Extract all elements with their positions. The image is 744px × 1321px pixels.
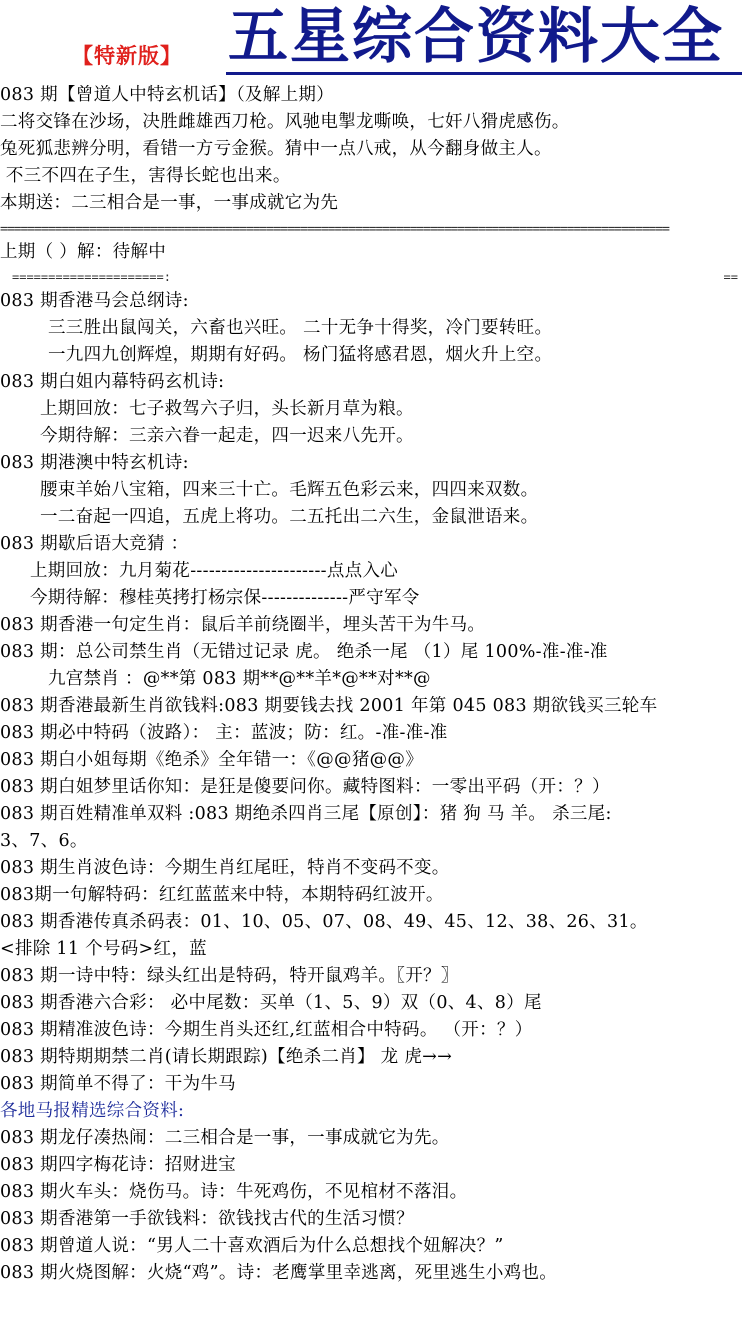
edition-badge: 【特新版】 <box>72 44 182 68</box>
text-line: 不三不四在子生，害得长蛇也出来。 <box>0 166 291 186</box>
title-underline <box>226 72 742 75</box>
text-line: 上期回放：七子救驾六子归，头长新月草为粮。 <box>40 399 414 419</box>
sections-list <box>0 288 744 1287</box>
text-line: 二将交锋在沙场，决胜雌雄西刀枪。风驰电掣龙嘶唤，七奸八猾虎感伤。 <box>0 112 570 132</box>
text-line: 今期待解：三亲六眷一起走，四一迟来八先开。 <box>40 426 414 446</box>
text-line: 一二奋起一四追，五虎上将功。二五托出二六生，金鼠泄语来。 <box>40 507 539 527</box>
separator-line: ================================================================================================== <box>0 223 670 237</box>
text-line: 083 期香港传真杀码表：01、10、05、07、08、49、45、12、38、26、31。 <box>0 912 648 932</box>
text-line: 083 期火车头：烧伤马。诗：牛死鸡伤，不见棺材不落泪。 <box>0 1182 468 1202</box>
text-line: 083 期四字梅花诗：招财进宝 <box>0 1155 236 1175</box>
separator-short <box>0 266 744 288</box>
page-header <box>0 0 744 80</box>
text-line: 083 期特期期禁二肖(请长期跟踪)【绝杀二肖】 龙 虎→→ <box>0 1047 453 1067</box>
text-line: 083 期香港一句定生肖：鼠后羊前绕圈半，埋头苦干为牛马。 <box>0 615 486 635</box>
text-line: 083 期火烧图解：火烧“鸡”。诗：老鹰掌里幸逃离，死里逃生小鸡也。 <box>0 1263 558 1283</box>
text-line: 083 期必中特码（波路）： 主：蓝波；防：红。-准-准-准 <box>0 723 448 743</box>
last-period-line: 上期（ ）解：待解中 <box>0 242 167 262</box>
text-line: 腰束羊始八宝箱，四来三十亡。毛辉五色彩云来，四四来双数。 <box>40 480 539 500</box>
text-line: 083 期生肖波色诗：今期生肖红尾旺，特肖不变码不变。 <box>0 858 450 878</box>
text-line: 083 期歇后语大竞猜 ： <box>0 534 189 554</box>
separator-right: == <box>723 270 738 284</box>
text-line: <排除 11 个号码>红，蓝 <box>0 939 207 959</box>
text-line: 本期送：二三相合是一事，一事成就它为先 <box>0 193 339 213</box>
text-line: 083 期曾道人说：“男人二十喜欢酒后为什么总想找个妞解决？” <box>0 1236 504 1256</box>
text-line: 083 期白小姐每期《绝杀》全年错一：《@@猪@@》 <box>0 750 424 770</box>
text-line: 083 期香港六合彩： 必中尾数：买单（1、5、9）双（0、4、8）尾 <box>0 993 542 1013</box>
text-line: 3、7、6。 <box>0 831 88 851</box>
text-line: 083 期【曾道人中特玄机话】（及解上期） <box>0 85 335 105</box>
text-line: 083 期香港最新生肖欲钱料:083 期要钱去找 2001 年第 045 083 期欲钱买三轮车 <box>0 696 658 716</box>
text-line: 083期一句解特码：红红蓝蓝来中特，本期特码红波开。 <box>0 885 444 905</box>
section-heading: 各地马报精选综合资料: <box>0 1101 185 1121</box>
page-title: 五星综合资料大全 <box>228 2 724 72</box>
text-line: 083 期龙仔凑热闹：二三相合是一事，一事成就它为先。 <box>0 1128 450 1148</box>
text-line: 上期回放：九月菊花----------------------点点入心 <box>30 561 399 581</box>
text-line: 九宫禁肖 ：@**第 083 期**@**羊*@**对**@ <box>48 669 431 689</box>
text-line: 083 期香港第一手欲钱料：欲钱找古代的生活习惯？ <box>0 1209 414 1229</box>
text-line: 083 期一诗中特：绿头红出是特码，特开鼠鸡羊。〖开？〗 <box>0 966 459 986</box>
text-line: 今期待解：穆桂英拷打杨宗保--------------严守军令 <box>30 588 420 608</box>
text-line: 083 期：总公司禁生肖（无错过记录 虎。 绝杀一尾 （1）尾 100%-准-准-准 <box>0 642 608 662</box>
text-line: 083 期香港马会总纲诗: <box>0 291 189 311</box>
separator-left: =====================: <box>12 270 171 284</box>
text-line: 083 期百姓精准单双料 :083 期绝杀四肖三尾【原创】：猪 狗 马 羊。 杀三尾: <box>0 804 612 824</box>
text-line: 三三胜出鼠闯关，六畜也兴旺。 二十无争十得奖，冷门要转旺。 <box>48 318 553 338</box>
text-line: 083 期白姐内幕特码玄机诗: <box>0 372 225 392</box>
text-line: 兔死狐悲辨分明，看错一方亏金猴。猜中一点八戒，从今翻身做主人。 <box>0 139 552 159</box>
text-line: 083 期港澳中特玄机诗: <box>0 453 189 473</box>
text-line: 083 期精准波色诗：今期生肖头还红,红蓝相合中特码。 （开：？） <box>0 1020 533 1040</box>
text-line: 083 期白姐梦里话你知：是狂是傻要问你。藏特图料：一零出平码（开：？） <box>0 777 610 797</box>
text-line: 一九四九创辉煌，期期有好码。 杨门猛将感君恩，烟火升上空。 <box>48 345 553 365</box>
document-body <box>0 82 744 1287</box>
text-line: 083 期简单不得了：干为牛马 <box>0 1074 236 1094</box>
